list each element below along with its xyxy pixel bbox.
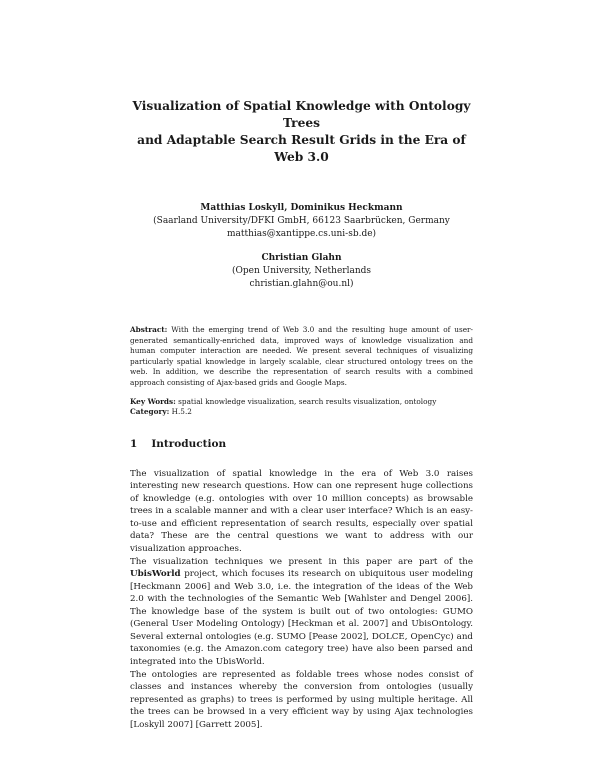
authors-primary: Matthias Loskyll, Dominikus Heckmann xyxy=(200,203,403,213)
introduction-body xyxy=(130,468,473,731)
email-primary: matthias@xantippe.cs.uni-sb.de) xyxy=(226,229,377,239)
affiliation-primary: (Saarland University/DFKI GmbH, 66123 Saarbrücken, Germany xyxy=(153,216,450,226)
title-line-2: and Adaptable Search Result Grids in the Era of Web 3.0 xyxy=(137,133,466,164)
paper-title xyxy=(130,98,473,166)
section-heading-introduction xyxy=(130,438,473,450)
paragraph-2-start: The visualization techniques we present in this paper are part of the xyxy=(130,556,473,567)
keywords-block xyxy=(130,397,473,418)
authors-secondary: Christian Glahn xyxy=(261,253,342,263)
title-line-1: Visualization of Spatial Knowledge with Ontology Trees xyxy=(132,99,471,130)
category-text: H.5.2 xyxy=(171,407,192,417)
paragraph-3: The ontologies are represented as foldable trees whose nodes consist of classes and instances whereby the conversion from ontologies (usually represented as graphs) to trees is performed by using multiple heritage. All the trees can be browsed in a very efficient way by using Ajax technologies [Loskyll 2007] [Garrett 2005]. xyxy=(130,669,473,730)
paragraph-2-rest: project, which focuses its research on ubiquitous user modeling [Heckmann 2006] and Web 3.0, i.e. the integration of the ideas of the Web 2.0 with the technologies of the Semantic Web [Wahlster and Dengel 2006]. The knowledge base of the system is built out of two ontologies: GUMO (General User Modeling Ontology) [Heckman et al. 2007] and UbisOntology. Several external ontologies (e.g. SUMO [Pease 2002], DOLCE, OpenCyc) and taxonomies (e.g. the Amazon.com category tree) have also been parsed and integrated into the UbisWorld. xyxy=(130,569,474,667)
keywords-text: spatial knowledge visualization, search results visualization, ontology xyxy=(178,396,437,406)
category-label: Category: xyxy=(130,407,170,417)
paper-page xyxy=(130,98,473,731)
email-secondary: christian.glahn@ou.nl) xyxy=(249,279,354,289)
paragraph-2 xyxy=(130,556,473,669)
author-block xyxy=(130,202,473,291)
paragraph-1: The visualization of spatial knowledge in the era of Web 3.0 raises interesting new research questions. How can one represent huge collections of knowledge (e.g. ontologies with over 10 million concepts) as browsable trees in a scalable manner and with a clear user interface? Which is an easy-to-use and efficient representation of search results, especially over spatial data? These are the central questions we want to address with our visualization approaches. xyxy=(130,468,473,555)
ubisworld-name: UbisWorld xyxy=(130,569,181,580)
abstract-label: Abstract: xyxy=(130,325,168,334)
section-title: Introduction xyxy=(151,437,227,450)
abstract-text: With the emerging trend of Web 3.0 and the resulting huge amount of user-generated semantically-enriched data, improved ways of knowledge visualization and human computer interaction are needed. We present several techniques of visualizing particularly spatial knowledge in largely scalable, clear structured ontology trees on the web. In addition, we describe the representation of search results with a combined approach consisting of Ajax-based grids and Google Maps. xyxy=(130,325,473,387)
keywords-label: Key Words: xyxy=(130,396,176,406)
affiliation-secondary: (Open University, Netherlands xyxy=(232,266,371,276)
abstract xyxy=(130,325,473,389)
section-number: 1 xyxy=(130,437,138,450)
